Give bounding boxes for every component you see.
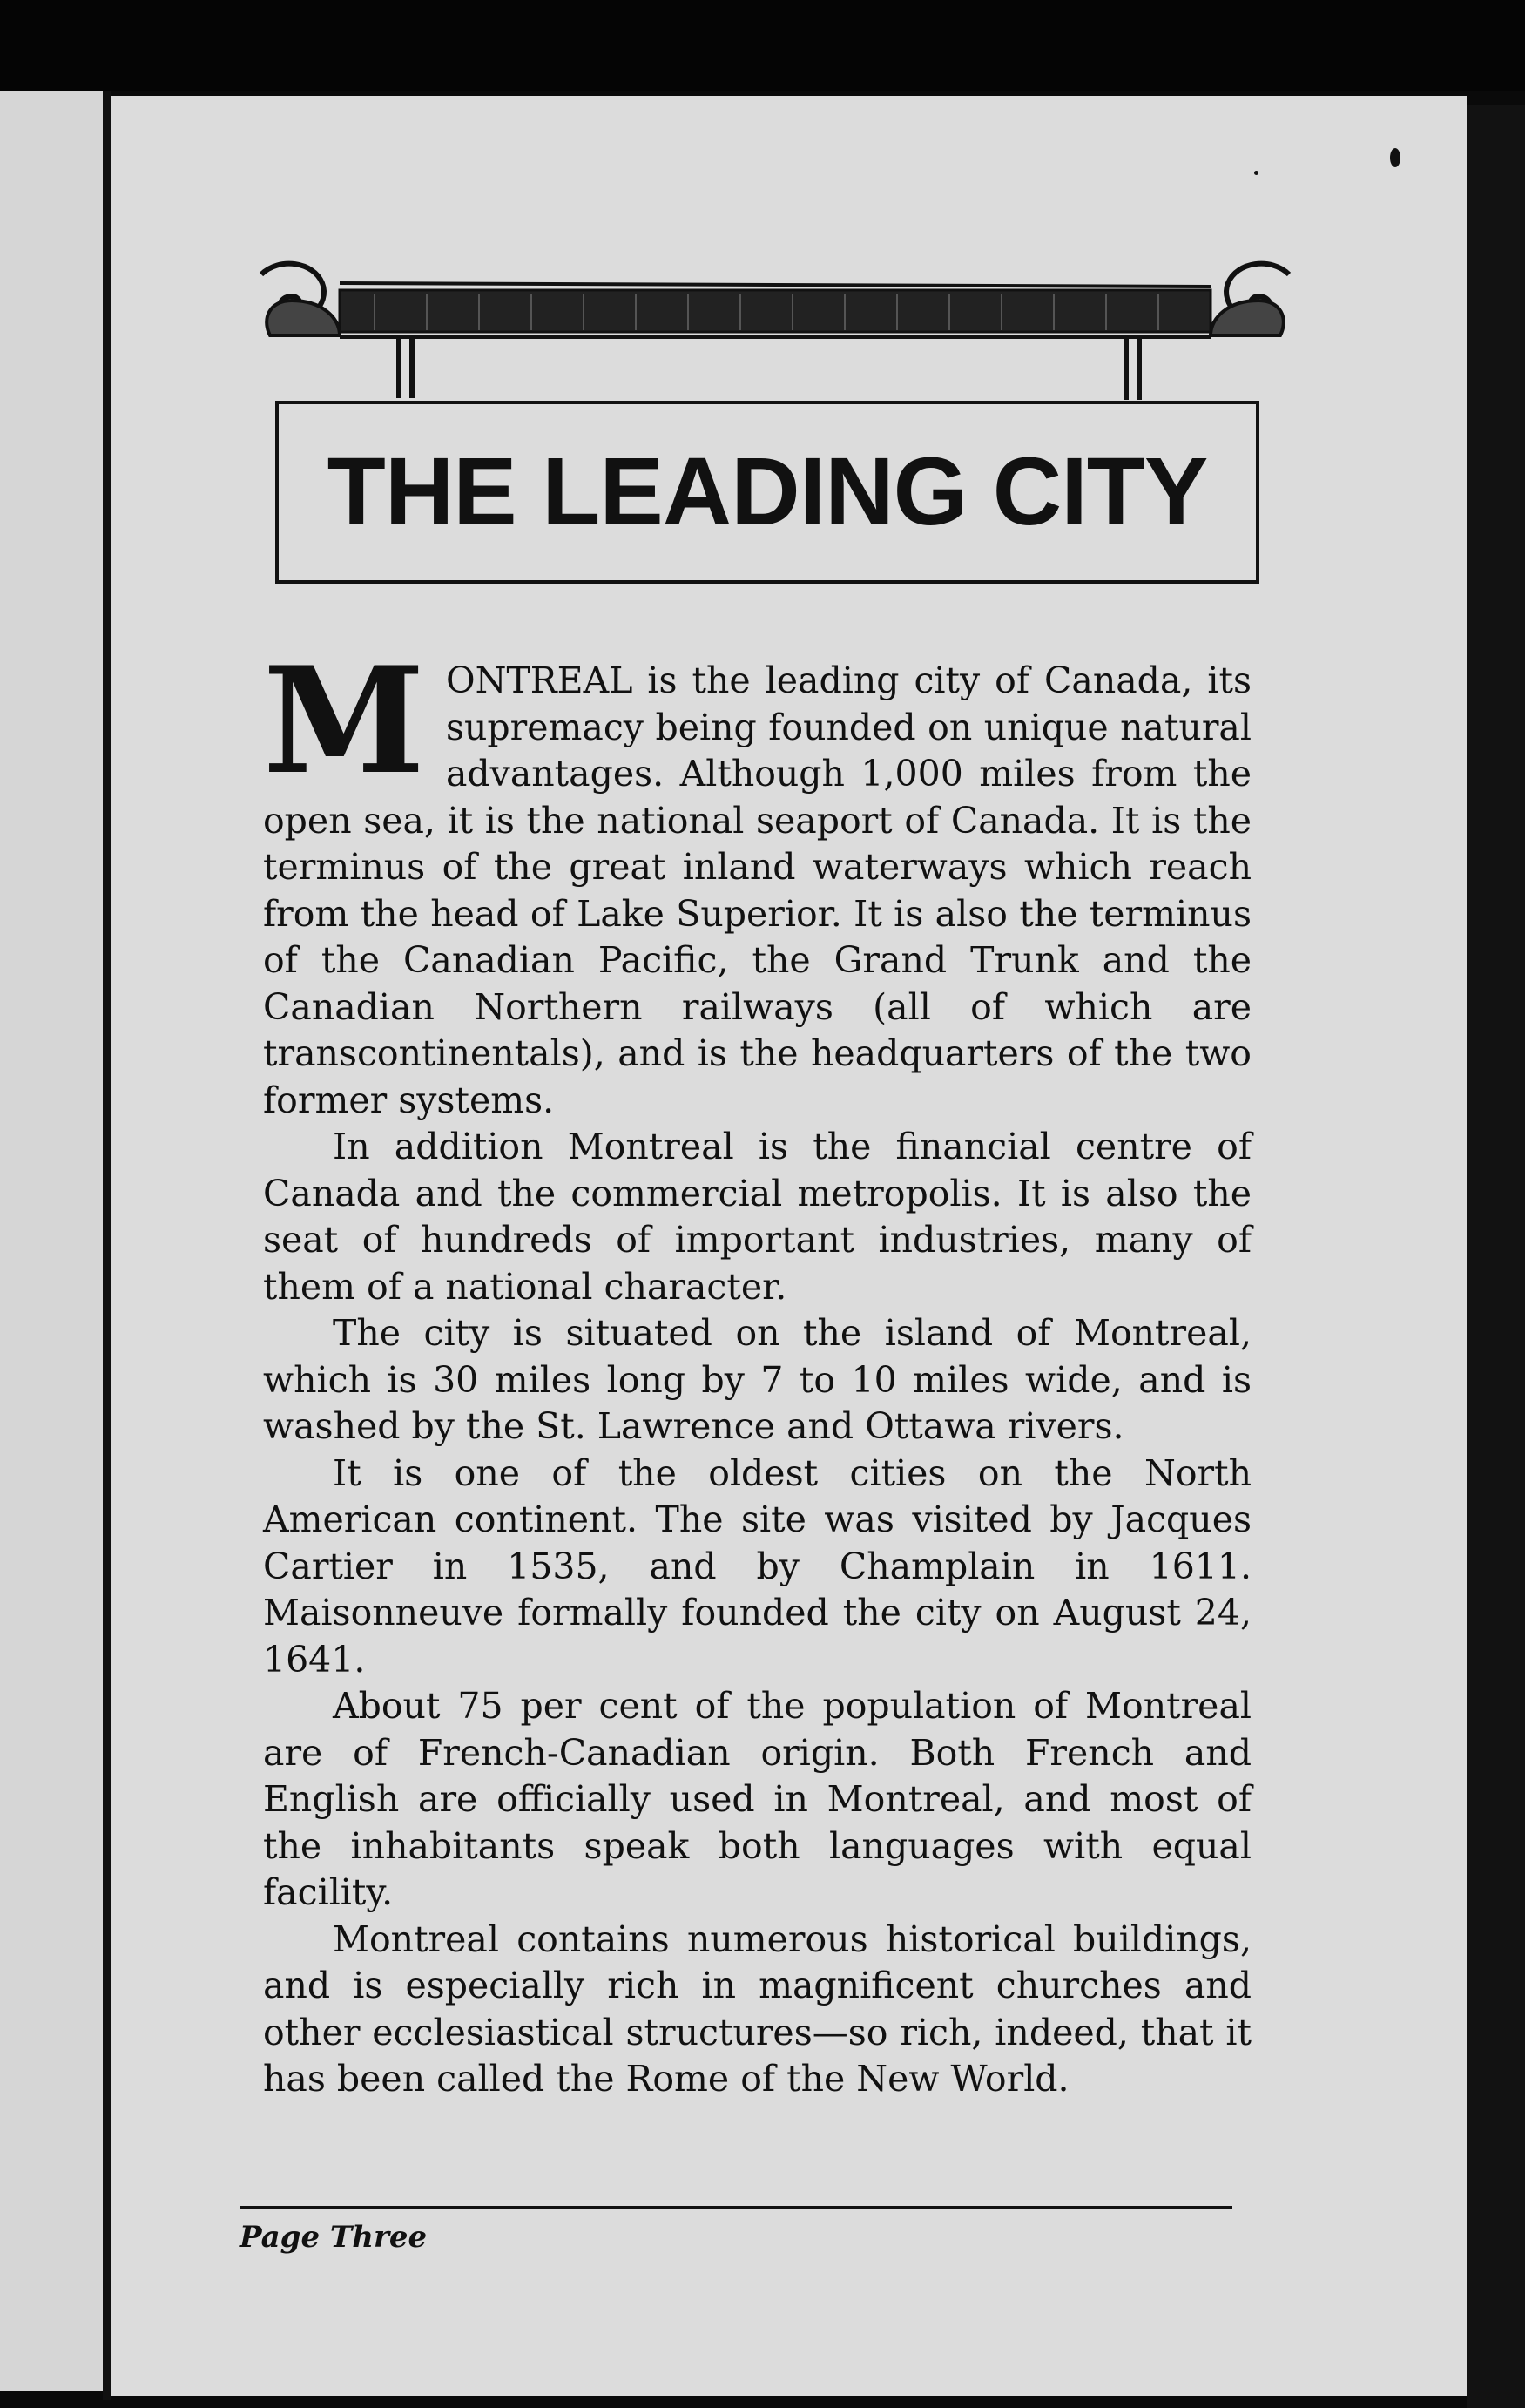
ink-speck-icon (1254, 171, 1258, 175)
scan-top-border (0, 0, 1525, 91)
hanging-sign-ornament-icon (253, 257, 1298, 414)
book-spine (103, 91, 111, 2400)
title-sign-board (275, 401, 1259, 584)
article-paragraph: In addition Montreal is the financial centre of Canada and the commercial metropolis. It is also the seat of hundreds of important industries, many of them of a national character. (263, 1126, 1252, 1308)
article-body (263, 634, 1252, 2103)
paragraph-text: ONTREAL is the leading city of Canada, its supremacy being founded on unique natural advantages. Although 1,000 miles from the open sea, it is the national seaport of Canada. It is the terminus of the great inland waterways which reach from the head of Lake Superior. It is also the terminus of the Canadian Pacific, the Grand Trunk and the Canadian Northern railways (all of which are transcontinentals), and is the headquarters of the two former systems. (263, 659, 1252, 1121)
drop-cap-letter: M (263, 634, 425, 807)
page-title: THE LEADING CITY (327, 438, 1208, 545)
article-paragraph: It is one of the oldest cities on the North American continent. The site was visited by Jacques Cartier in 1535, and by Champlain in 1611. Maisonneuve formally founded the city on August 24, 1641. (263, 1451, 1252, 1681)
footer-rule (240, 2206, 1232, 2209)
article-paragraph: The city is situated on the island of Montreal, which is 30 miles long by 7 to 10 miles wide, and is washed by the St. Lawrence and Ottawa rivers. (263, 1312, 1252, 1447)
article-paragraph (263, 634, 1252, 1124)
scan-right-border (1467, 105, 1525, 2408)
facing-page-edge (0, 91, 111, 2391)
article-paragraph: About 75 per cent of the population of Montreal are of French-Canadian origin. Both French and English are officially used in Montreal, and most of the inhabitants speak both languages with equal facility. (263, 1685, 1252, 1913)
page-number: Page Three (240, 2220, 428, 2255)
ink-speck-icon (1390, 148, 1400, 167)
article-paragraph: Montreal contains numerous historical buildings, and is especially rich in magnificent churches and other ecclesiastical structures—so rich, indeed, that it has been called the Rome of the New World. (263, 1918, 1252, 2100)
